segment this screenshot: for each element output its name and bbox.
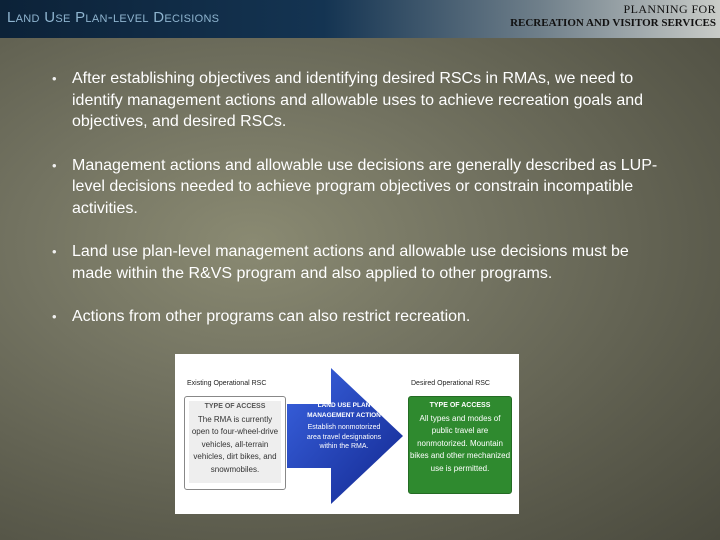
rsc-diagram-image (175, 354, 519, 514)
arrow-title: LAND USE PLAN MANAGEMENT ACTION (307, 402, 381, 419)
section-subtitle (510, 2, 716, 30)
subtitle-line-1: PLANNING FOR (623, 2, 716, 16)
desired-rsc-label: Desired Operational RSC (411, 380, 490, 387)
desired-box-text: All types and modes of public travel are nonmotorized. Mountain bikes and other mechanized use is permitted. (409, 413, 511, 473)
bullet-item: • Management actions and allowable use decisions are generally described as LUP-level decisions needed to achieve program objectives or constrain incompatible activities. (52, 155, 672, 220)
existing-rsc-label: Existing Operational RSC (187, 380, 267, 387)
subtitle-line-2: RECREATION AND VISITOR SERVICES (510, 17, 716, 29)
desired-box-title: TYPE OF ACCESS (429, 402, 491, 409)
existing-box-text: The RMA is currently open to four-wheel-drive vehicles, all-terrain vehicles, dirt bikes, and snowmobiles. (191, 414, 279, 474)
arrow-label (303, 401, 385, 452)
bullet-list (52, 68, 672, 350)
existing-access-box (184, 396, 286, 490)
bullet-item: • Land use plan-level management actions and allowable use decisions must be made within the R&VS program and also applied to other programs. (52, 241, 672, 284)
title-bar (0, 0, 720, 38)
desired-access-box (408, 396, 512, 494)
bullet-item: • After establishing objectives and identifying desired RSCs in RMAs, we need to identify management actions and allowable uses to achieve recreation goals and objectives, and desired RSCs. (52, 68, 672, 133)
slide-title: Land Use Plan-level Decisions (7, 9, 220, 26)
arrow-text: Establish nonmotorized area travel designations within the RMA. (306, 424, 382, 450)
bullet-item: • Actions from other programs can also restrict recreation. (52, 306, 672, 328)
existing-box-title: TYPE OF ACCESS (204, 403, 266, 410)
